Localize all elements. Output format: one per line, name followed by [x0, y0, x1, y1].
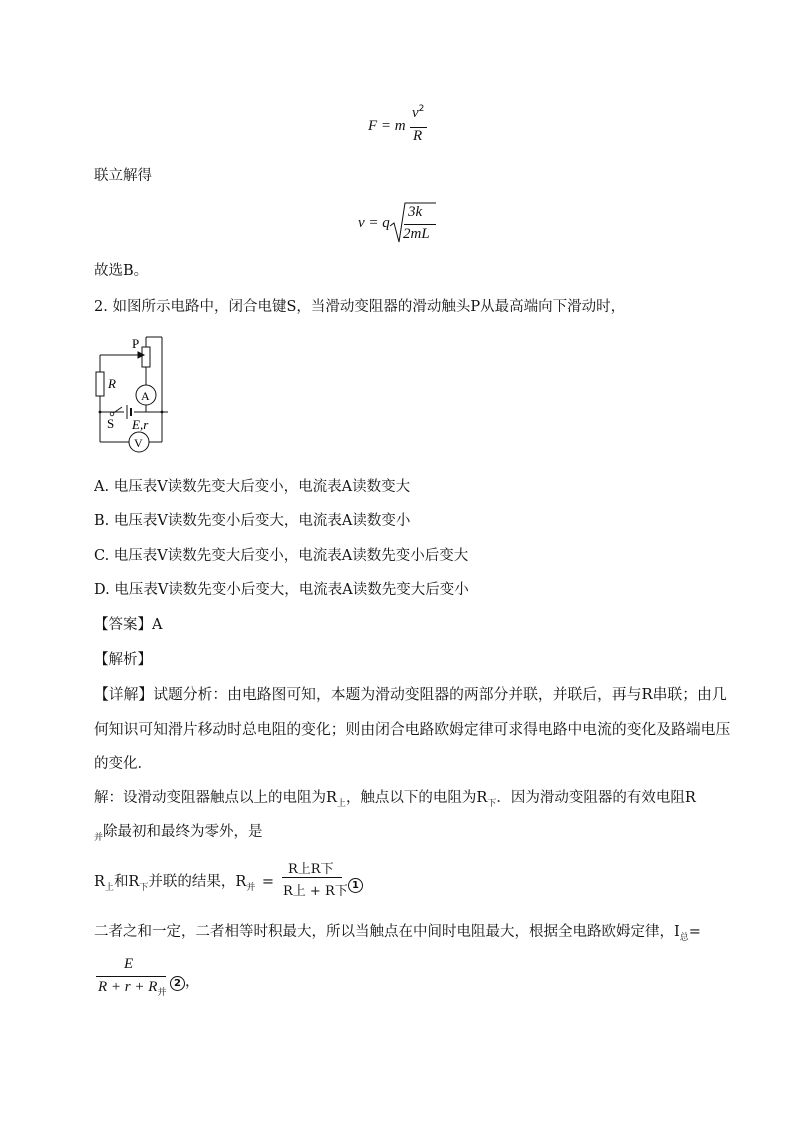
- formula-velocity: v = q: [358, 215, 390, 231]
- slider-arrow: [138, 352, 144, 358]
- circled-number-2: 2 ，: [170, 970, 200, 991]
- detail-line-2: 何知识可知滑片移动时总电阻的变化；则由闭合电路欧姆定律可求得电路中电流的变化及路端电压: [94, 721, 731, 738]
- formula1-numerator: $v^2$: [412, 104, 425, 121]
- solution-line-1: 解：设滑动变阻器触点以上的电阻为$R_上$，触点以下的电阻为$R_下$．因为滑动变阻器的有效电阻R: [94, 790, 696, 809]
- label-p: P: [132, 336, 140, 351]
- current-fraction-numerator: E: [124, 956, 134, 972]
- parallel-fraction-denominator: R上 + R下: [283, 884, 348, 899]
- option-b: B. 电压表V读数先变小后变大，电流表A读数变小: [94, 513, 411, 529]
- parallel-fraction-bar: [282, 877, 342, 878]
- solution-line-2: $_并$除最初和最终为零外，是: [94, 824, 263, 843]
- detail-line-3: 的变化．: [94, 756, 152, 772]
- analysis-header: 【解析】: [94, 652, 152, 668]
- label-a: A: [141, 389, 150, 403]
- solution-line-4: 二者之和一定，二者相等时积最大，所以当触点在中间时电阻最大，根据全电路欧姆定律，$I_总=$: [94, 924, 701, 943]
- formula1-lhs: F = m: [368, 118, 406, 134]
- label-s: S: [107, 416, 115, 431]
- rheostat: [142, 347, 150, 367]
- label-r: R: [108, 376, 116, 391]
- question-number: 2.: [94, 299, 108, 315]
- formula2-numerator: 3k: [408, 204, 423, 220]
- current-fraction-bar: [96, 976, 166, 977]
- question-2: [94, 297, 625, 317]
- choose-text: 故选B。: [94, 263, 149, 279]
- formula2-denominator: 2mL: [403, 226, 430, 242]
- option-d: D. 电压表V读数先变小后变大，电流表A读数先变大后变小: [94, 582, 469, 598]
- solution-line-3: $R_上$和$R_下$并联的结果，$R_并$ =: [94, 874, 275, 893]
- formula-force: [368, 118, 406, 135]
- solve-label: 联立解得: [94, 168, 152, 184]
- label-v: V: [134, 436, 143, 450]
- formula1-denominator: R: [413, 128, 423, 144]
- current-fraction-denominator: $R + r + R_并$: [98, 979, 167, 998]
- circuit-diagram: [90, 330, 185, 458]
- detail-line-1: 【详解】试题分析：由电路图可知，本题为滑动变阻器的两部分并联，并联后，再与R串联；由几: [94, 686, 727, 703]
- resistor-r: [96, 372, 104, 396]
- option-c: C. 电压表V读数先变大后变小，电流表A读数先变小后变大: [94, 548, 469, 564]
- formula2-fraction-bar: [404, 224, 436, 225]
- circled-number-1: 1: [348, 873, 363, 893]
- question-text: 如图所示电路中，闭合电键S，当滑动变阻器的滑动触头P从最高端向下滑动时，: [112, 299, 626, 315]
- parallel-fraction-numerator: R上R下: [288, 862, 334, 877]
- option-a: A. 电压表V读数先变大后变小，电流表A读数变大: [94, 479, 411, 495]
- label-er: E,r: [132, 417, 149, 432]
- answer: 【答案】A: [94, 617, 163, 633]
